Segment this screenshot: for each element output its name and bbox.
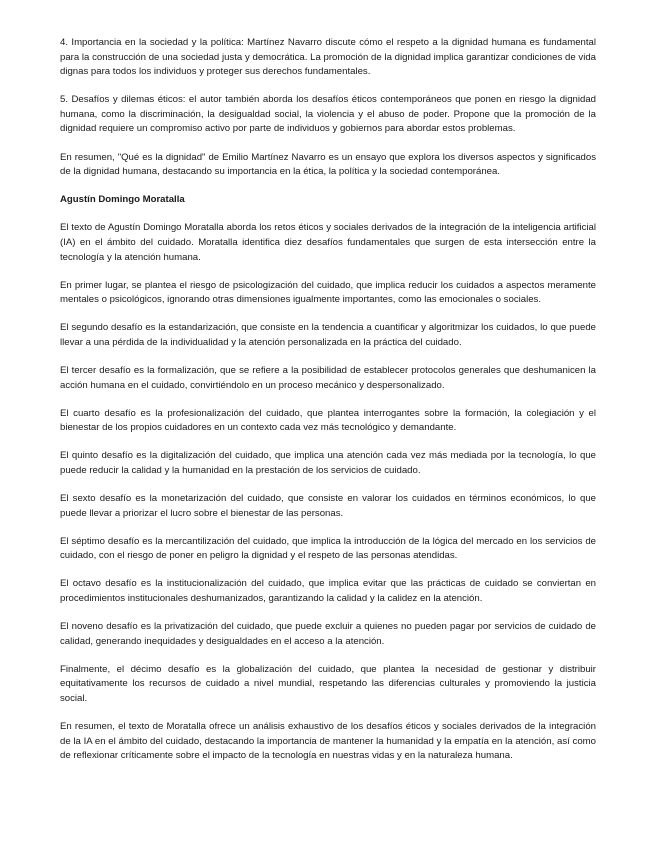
paragraph-resumen-moratalla: En resumen, el texto de Moratalla ofrece un análisis exhaustivo de los desafíos éticos y sociales derivados de la integración de la IA en el ámbito del cuidado, destacando la importancia de mantener la humanidad y la empatía en la atención, así como de reflexionar críticamente sobre el impacto de la tecnología en nuestras vidas y en la naturaleza humana. xyxy=(60,721,596,762)
paragraph-resumen-martinez: En resumen, "Qué es la dignidad" de Emilio Martínez Navarro es un ensayo que explora los diversos aspectos y significados de la dignidad humana, destacando su importancia en la ética, la política y la sociedad contemporánea. xyxy=(60,151,596,178)
paragraph-psicologizacion: En primer lugar, se plantea el riesgo de psicologización del cuidado, que implica reducir los cuidados a aspectos meramente mentales o psicológicos, ignorando otras dimensiones igualmente importantes, como las emocionales o sociales. xyxy=(60,279,596,306)
paragraph-importancia-sociedad: 4. Importancia en la sociedad y la política: Martínez Navarro discute cómo el respeto a la dignidad humana es fundamental para la construcción de una sociedad justa y democrática. La promoción de la dignidad implica garantizar condiciones de vida dignas para todos los individuos y proteger sus derechos fundamentales. xyxy=(60,37,596,78)
paragraph-mercantilizacion: El séptimo desafío es la mercantilización del cuidado, que implica la introducción de la lógica del mercado en los servicios de cuidado, con el riesgo de poner en peligro la dignidad y el respeto de las personas atendidas. xyxy=(60,535,596,562)
paragraph-profesionalizacion: El cuarto desafío es la profesionalización del cuidado, que plantea interrogantes sobre la formación, la colegiación y el bienestar de los propios cuidadores en un contexto cada vez más tecnológico y demandante. xyxy=(60,407,596,434)
paragraph-institucionalizacion: El octavo desafío es la institucionalización del cuidado, que implica evitar que las prácticas de cuidado se conviertan en procedimientos institucionales deshumanizados, garantizando la calidad y la calidez en la atención. xyxy=(60,578,596,605)
section-heading: Agustín Domingo Moratalla xyxy=(60,194,185,206)
paragraph-privatizacion: El noveno desafío es la privatización del cuidado, que puede excluir a quienes no pueden pagar por servicios de cuidado de calidad, generando inequidades y desigualdades en el acceso a la atención. xyxy=(60,621,596,647)
paragraph-monetarizacion: El sexto desafío es la monetarización del cuidado, que consiste en valorar los cuidados en términos económicos, lo que puede llevar a priorizar el lucro sobre el bienestar de las personas. xyxy=(60,493,596,519)
paragraph-digitalizacion: El quinto desafío es la digitalización del cuidado, que implica una atención cada vez más mediada por la tecnología, lo que puede reducir la calidad y la humanidad en la prestación de los servicios de cuidado. xyxy=(60,450,596,476)
paragraph-formalizacion: El tercer desafío es la formalización, que se refiere a la posibilidad de establecer protocolos generales que deshumanicen la acción humana en el cuidado, convirtiéndolo en un proceso mecánico y despersonalizado. xyxy=(60,365,596,391)
paragraph-desafios-dilemas: 5. Desafíos y dilemas éticos: el autor también aborda los desafíos éticos contemporáneos que ponen en riesgo la dignidad humana, como la discriminación, la desigualdad social, la violencia y el abuso de poder. Propone que la promoción de la dignidad requiere un compromiso activo por parte de individuos y gobiernos para abordar estos problemas. xyxy=(60,94,596,135)
paragraph-estandarizacion: El segundo desafío es la estandarización, que consiste en la tendencia a cuantificar y algoritmizar los cuidados, lo que puede llevar a una pérdida de la individualidad y la atención personalizada en la práctica del cuidado. xyxy=(60,322,596,348)
paragraph-intro-moratalla: El texto de Agustín Domingo Moratalla aborda los retos éticos y sociales derivados de la integración de la inteligencia artificial (IA) en el ámbito del cuidado. Moratalla identifica diez desafíos fundamentales que surgen de esta intersección entre la tecnología y la atención humana. xyxy=(60,222,596,263)
paragraph-globalizacion: Finalmente, el décimo desafío es la globalización del cuidado, que plantea la necesidad de gestionar y distribuir equitativamente los recursos de cuidado a nivel mundial, respetando las diferencias culturales y promoviendo la justicia social. xyxy=(60,663,596,704)
document-page xyxy=(60,36,596,777)
